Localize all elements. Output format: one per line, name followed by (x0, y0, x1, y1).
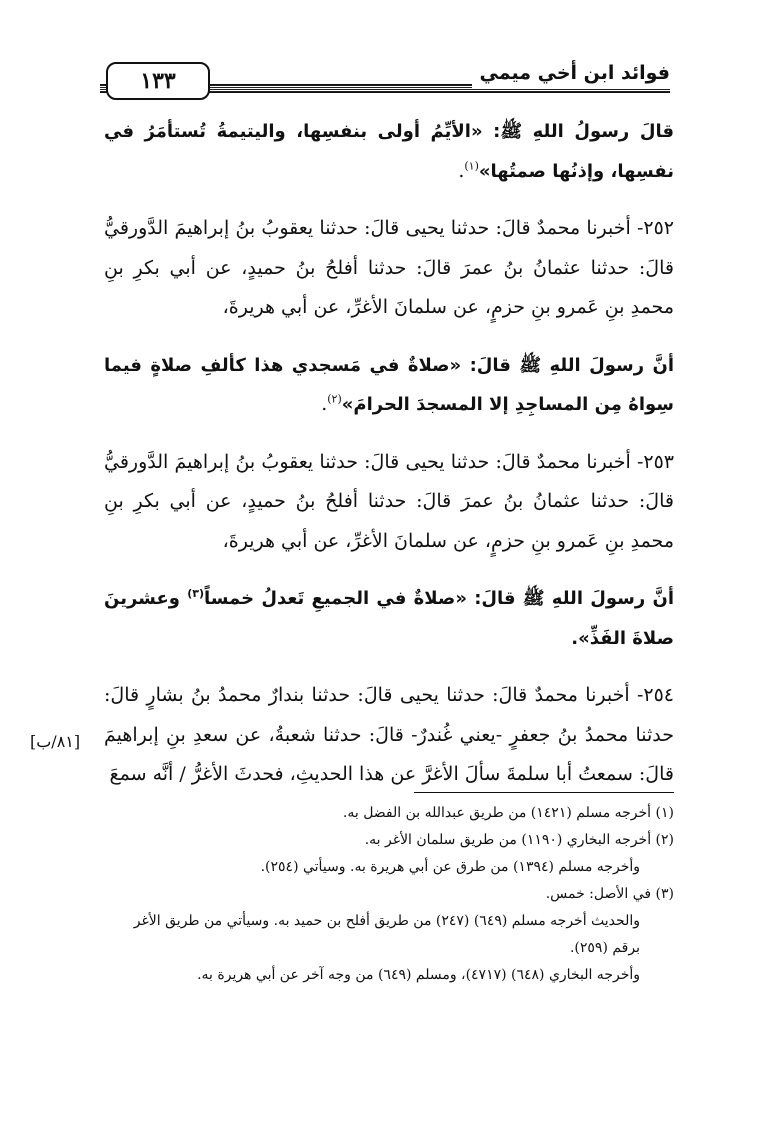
running-header (100, 58, 670, 100)
book-title: فوائد ابن أخي ميمي (472, 58, 670, 88)
paragraph-253: ٢٥٣- أخبرنا محمدٌ قالَ: حدثنا يحيى قالَ: حدثنا يعقوبُ بنُ إبراهيمَ الدَّورقيُّ قالَ: حدثنا عثمانُ بنُ عمرَ قالَ: حدثنا أفلحُ بنُ حميدٍ، عن أبي بكرِ بنِ محمدِ بنِ عَمرو بنِ حزمٍ، عن سلمانَ الأغرِّ، عن أبي هريرةَ، (104, 450, 674, 552)
footnote-3-cont2: وأخرجه البخاري (٦٤٨) (٤٧١٧)، ومسلم (٦٤٩) من وجه آخر عن أبي هريرة به. (197, 967, 640, 983)
paragraph-254: ٢٥٤- أخبرنا محمدٌ قالَ: حدثنا يحيى قالَ: حدثنا بندارٌ محمدُ بنُ بشارٍ قالَ: حدثنا محمدُ بنُ جعفرٍ -يعني غُندرٌ- قالَ: حدثنا شعبةُ، عن سعدِ بنِ إبراهيمَ قالَ: سمعتُ أبا سلمةَ سألَ الأغرَّ عن هذا الحديثِ، فحدثَ الأغرُّ / أنَّه سمعَ (104, 684, 674, 785)
footnote-1: (١) أخرجه مسلم (١٤٢١) من طريق عبدالله بن الفضل به. (342, 805, 674, 821)
footnote-3-cont: والحديث أخرجه مسلم (٦٤٩) (٢٤٧) من طريق أفلح بن حميد به. وسيأتي من طريق الأغر برقم (٢٥٩). (133, 913, 640, 956)
footnote-separator (414, 792, 674, 793)
hadith-text: قالَ رسولُ اللهِ ﷺ: «الأيِّمُ أولى بنفسِها، واليتيمةُ تُستأمَرُ في نفسِها، وإذنُها صمتُها» (104, 121, 674, 182)
manuscript-folio-note: [٨١/ب] (30, 732, 81, 751)
paragraph-5 (104, 579, 674, 658)
footnote-2-cont: وأخرجه مسلم (١٣٩٤) من طرق عن أبي هريرة به. وسيأتي (٢٥٤). (260, 859, 640, 875)
footnote-3: (٣) في الأصل: خمس. (545, 886, 674, 902)
hadith-text: أنَّ رسولَ اللهِ ﷺ قالَ: «صلاةٌ في مَسجدي هذا كألفِ صلاةٍ فيما سِواهُ مِن المساجِدِ إلا المسجدَ الحرامَ» (104, 354, 674, 415)
footnote-2: (٢) أخرجه البخاري (١١٩٠) من طريق سلمان الأغر به. (364, 832, 674, 848)
footnote-ref: (١) (464, 159, 479, 173)
paragraph-1 (104, 112, 674, 191)
footnote-ref: (٣) (187, 587, 204, 600)
hadith-text-b: وعشرينَ صلاةَ الفَذِّ». (104, 588, 674, 649)
hadith-text-a: أنَّ رسولَ اللهِ ﷺ قالَ: «صلاةٌ في الجميعِ تَعدلُ خمساً (203, 588, 674, 609)
period: . (458, 159, 465, 182)
period: . (321, 393, 328, 415)
main-text (104, 112, 674, 795)
footnote-ref: (٢) (327, 392, 342, 406)
paragraph-3 (104, 346, 674, 425)
page-number: ١٣٣ (106, 62, 210, 100)
paragraph-252: ٢٥٢- أخبرنا محمدٌ قالَ: حدثنا يحيى قالَ: حدثنا يعقوبُ بنُ إبراهيمَ الدَّورقيُّ قالَ: حدثنا عثمانُ بنُ عمرَ قالَ: حدثنا أفلحُ بنُ حميدٍ، عن أبي بكرِ بنِ محمدِ بنِ عَمرو بنِ حزمٍ، عن سلمانَ الأغرِّ، عن أبي هريرةَ، (104, 217, 674, 318)
footnotes (104, 800, 674, 989)
